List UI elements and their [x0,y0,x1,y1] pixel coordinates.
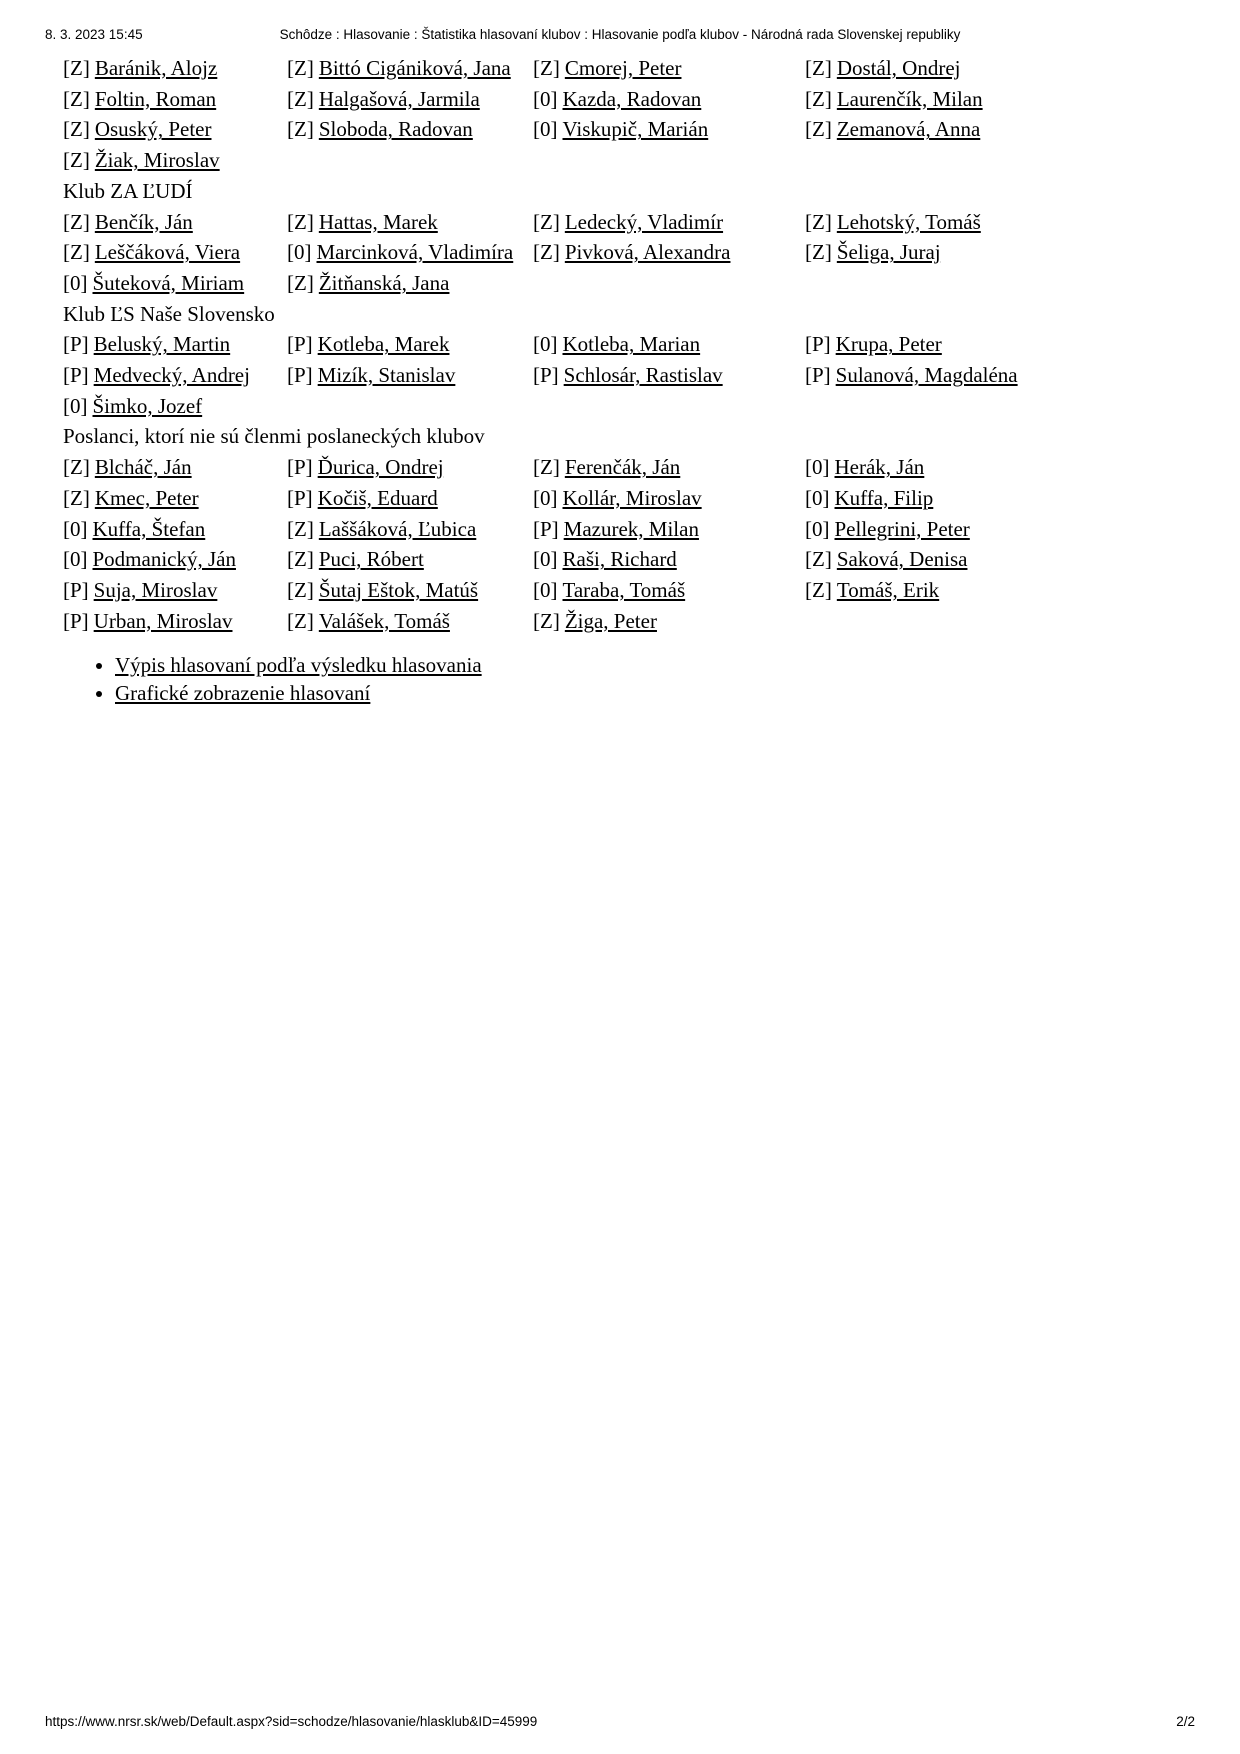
member-cell [533,606,805,637]
vote-code: [Z] [63,455,90,480]
member-link[interactable]: Ferenčák, Ján [564,455,681,480]
member-cell [533,452,805,483]
member-grid [63,329,1198,421]
vote-code: [0] [533,86,558,111]
member-link[interactable]: Kollár, Miroslav [562,485,702,510]
member-cell [287,84,533,115]
member-cell [63,114,287,145]
vote-code: [Z] [287,516,314,541]
member-cell [805,329,1198,360]
member-cell [287,360,533,391]
member-link[interactable]: Podmanický, Ján [92,547,236,572]
member-cell [287,606,533,637]
member-cell [805,207,1198,238]
member-link[interactable]: Beluský, Martin [93,332,231,357]
member-cell [287,114,533,145]
member-link[interactable]: Halgašová, Jarmila [318,86,480,111]
vote-code: [Z] [287,577,314,602]
vote-code: [Z] [287,117,314,142]
member-cell [287,483,533,514]
vote-code: [Z] [287,270,314,295]
vote-code: [Z] [63,148,90,173]
vote-code: [P] [63,332,89,357]
member-link[interactable]: Bittó Cigániková, Jana [318,56,511,80]
member-link[interactable]: Kuffa, Filip [834,485,934,510]
member-cell [533,53,805,84]
vote-code: [Z] [287,209,314,234]
member-cell [287,575,533,606]
member-cell [63,207,287,238]
member-cell [63,145,287,176]
vote-code: [0] [805,455,830,480]
voting-list [63,53,1198,707]
member-link[interactable]: Benčík, Ján [94,209,193,234]
vote-code: [Z] [63,240,90,265]
club-heading: Klub ZA ĽUDÍ [63,178,193,203]
member-cell [287,207,533,238]
member-grid [63,207,1198,299]
vote-code: [Z] [63,209,90,234]
member-link[interactable]: Puci, Róbert [318,547,424,572]
member-cell [287,329,533,360]
member-cell [533,575,805,606]
graphic-view-link[interactable]: Grafické zobrazenie hlasovaní [115,680,371,705]
vote-code: [0] [533,547,558,572]
member-link[interactable]: Kmec, Peter [94,485,199,510]
member-link[interactable]: Saková, Denisa [836,547,968,572]
member-link[interactable]: Laššáková, Ľubica [318,516,477,541]
member-link[interactable]: Taraba, Tomáš [562,577,686,602]
vote-code: [0] [533,577,558,602]
vote-code: [Z] [805,117,832,142]
footer-page-number: 2/2 [1176,1714,1195,1729]
vote-code: [Z] [287,86,314,111]
member-cell [287,452,533,483]
member-cell [533,114,805,145]
member-cell [533,237,805,268]
club-heading: Poslanci, ktorí nie sú členmi poslaneckých klubov [63,424,485,449]
vote-code: [Z] [287,547,314,572]
vote-code: [0] [63,270,88,295]
vote-code: [Z] [805,577,832,602]
member-cell [805,53,1198,84]
vote-code: [Z] [533,56,560,80]
member-cell [63,544,287,575]
member-grid [63,452,1198,636]
member-cell [63,606,287,637]
member-link[interactable]: Kuffa, Štefan [92,516,206,541]
member-link[interactable]: Valášek, Tomáš [318,608,450,633]
vote-code: [P] [805,363,831,388]
member-link[interactable]: Medvecký, Andrej [93,363,250,388]
member-link[interactable]: Kotleba, Marek [317,332,450,357]
vote-code: [0] [287,240,312,265]
vote-code: [P] [533,516,559,541]
member-link[interactable]: Hattas, Marek [318,209,438,234]
member-cell [63,575,287,606]
member-cell [533,483,805,514]
member-link[interactable]: Šuteková, Miriam [92,270,245,295]
vote-code: [Z] [63,117,90,142]
vote-code: [Z] [533,455,560,480]
member-link[interactable]: Šeliga, Juraj [836,240,941,265]
vote-code: [P] [63,363,89,388]
votes-by-result-link[interactable]: Výpis hlasovaní podľa výsledku hlasovania [115,653,482,678]
member-link[interactable]: Suja, Miroslav [93,577,218,602]
club-heading: Klub ĽS Naše Slovensko [63,301,275,326]
member-cell [63,360,287,391]
member-link[interactable]: Dostál, Ondrej [836,56,961,80]
member-link[interactable]: Sulanová, Magdaléna [835,363,1018,388]
member-cell [287,237,533,268]
member-link[interactable]: Cmorej, Peter [564,56,682,80]
vote-code: [Z] [805,240,832,265]
vote-code: [Z] [805,547,832,572]
member-link[interactable]: Herák, Ján [834,455,925,480]
member-cell [287,514,533,545]
member-link[interactable]: Osuský, Peter [94,117,212,142]
vote-code: [P] [533,363,559,388]
member-cell [805,575,1198,606]
member-cell [63,514,287,545]
member-cell [287,544,533,575]
member-cell [287,268,533,299]
member-cell [63,391,287,422]
footer-url: https://www.nrsr.sk/web/Default.aspx?sid=schodze/hlasovanie/hlasklub&ID=45999 [45,1714,538,1729]
vote-code: [0] [63,547,88,572]
member-cell [63,452,287,483]
vote-code: [0] [805,485,830,510]
member-link[interactable]: Šimko, Jozef [92,393,203,418]
related-link-item [115,652,1198,680]
member-cell [533,360,805,391]
vote-code: [Z] [805,86,832,111]
related-link-item [115,680,1198,708]
vote-code: [Z] [533,240,560,265]
vote-code: [0] [533,485,558,510]
vote-code: [P] [287,363,313,388]
member-link[interactable]: Laurenčík, Milan [836,86,983,111]
member-link[interactable]: Žitňanská, Jana [318,270,450,295]
member-cell [533,514,805,545]
vote-code: [Z] [287,56,314,80]
member-cell [63,268,287,299]
member-grid [63,53,1198,176]
print-header [45,27,1195,45]
member-cell [63,237,287,268]
member-cell [287,53,533,84]
member-link[interactable]: Viskupič, Marián [562,117,709,142]
member-link[interactable]: Žiak, Miroslav [94,148,220,173]
member-link[interactable]: Marcinková, Vladimíra [316,240,514,265]
vote-code: [P] [63,608,89,633]
member-link[interactable]: Mizík, Stanislav [317,363,456,388]
member-link[interactable]: Foltin, Roman [94,86,217,111]
member-cell [63,329,287,360]
member-link[interactable]: Schlosár, Rastislav [563,363,723,388]
member-cell [805,514,1198,545]
member-link[interactable]: Krupa, Peter [835,332,942,357]
member-cell [805,237,1198,268]
member-link[interactable]: Ďurica, Ondrej [317,455,444,480]
member-link[interactable]: Ledecký, Vladimír [564,209,724,234]
member-link[interactable]: Kočiš, Eduard [317,485,438,510]
member-link[interactable]: Šutaj Eštok, Matúš [318,577,479,602]
member-sections [63,53,1198,636]
print-date: 8. 3. 2023 15:45 [45,27,143,42]
vote-code: [Z] [533,209,560,234]
vote-code: [Z] [63,86,90,111]
vote-code: [Z] [63,56,90,80]
member-cell [533,329,805,360]
related-links-list [63,652,1198,707]
member-link[interactable]: Tomáš, Erik [836,577,940,602]
vote-code: [Z] [805,209,832,234]
vote-code: [P] [63,577,89,602]
member-cell [805,452,1198,483]
member-link[interactable]: Mazurek, Milan [563,516,699,541]
member-cell [533,544,805,575]
member-link[interactable]: Zemanová, Anna [836,117,981,142]
member-cell [533,207,805,238]
vote-code: [0] [533,332,558,357]
vote-code: [0] [63,516,88,541]
member-cell [533,84,805,115]
member-cell [63,483,287,514]
member-link[interactable]: Pellegrini, Peter [834,516,970,541]
member-cell [63,53,287,84]
member-cell [805,114,1198,145]
vote-code: [0] [533,117,558,142]
vote-code: [0] [63,393,88,418]
member-link[interactable]: Baránik, Alojz [94,56,218,80]
member-link[interactable]: Kotleba, Marian [562,332,701,357]
vote-code: [P] [805,332,831,357]
vote-code: [Z] [533,608,560,633]
member-link[interactable]: Lehotský, Tomáš [836,209,981,234]
member-cell [805,544,1198,575]
print-title: Schôdze : Hlasovanie : Štatistika hlasovaní klubov : Hlasovanie podľa klubov - Národná rada Slovenskej republiky [279,27,961,42]
member-link[interactable]: Leščáková, Viera [94,240,241,265]
member-cell [63,84,287,115]
member-cell [805,84,1198,115]
member-link[interactable]: Urban, Miroslav [93,608,233,633]
print-footer [45,1714,1195,1729]
vote-code: [Z] [63,485,90,510]
vote-code: [P] [287,332,313,357]
vote-code: [Z] [287,608,314,633]
vote-code: [P] [287,455,313,480]
member-cell [805,360,1198,391]
member-cell [805,483,1198,514]
member-link[interactable]: Raši, Richard [562,547,677,572]
member-link[interactable]: Žiga, Peter [564,608,657,633]
member-link[interactable]: Kazda, Radovan [562,86,702,111]
member-link[interactable]: Blcháč, Ján [94,455,192,480]
vote-code: [P] [287,485,313,510]
member-link[interactable]: Sloboda, Radovan [318,117,473,142]
vote-code: [0] [805,516,830,541]
member-link[interactable]: Pivková, Alexandra [564,240,731,265]
vote-code: [Z] [805,56,832,80]
